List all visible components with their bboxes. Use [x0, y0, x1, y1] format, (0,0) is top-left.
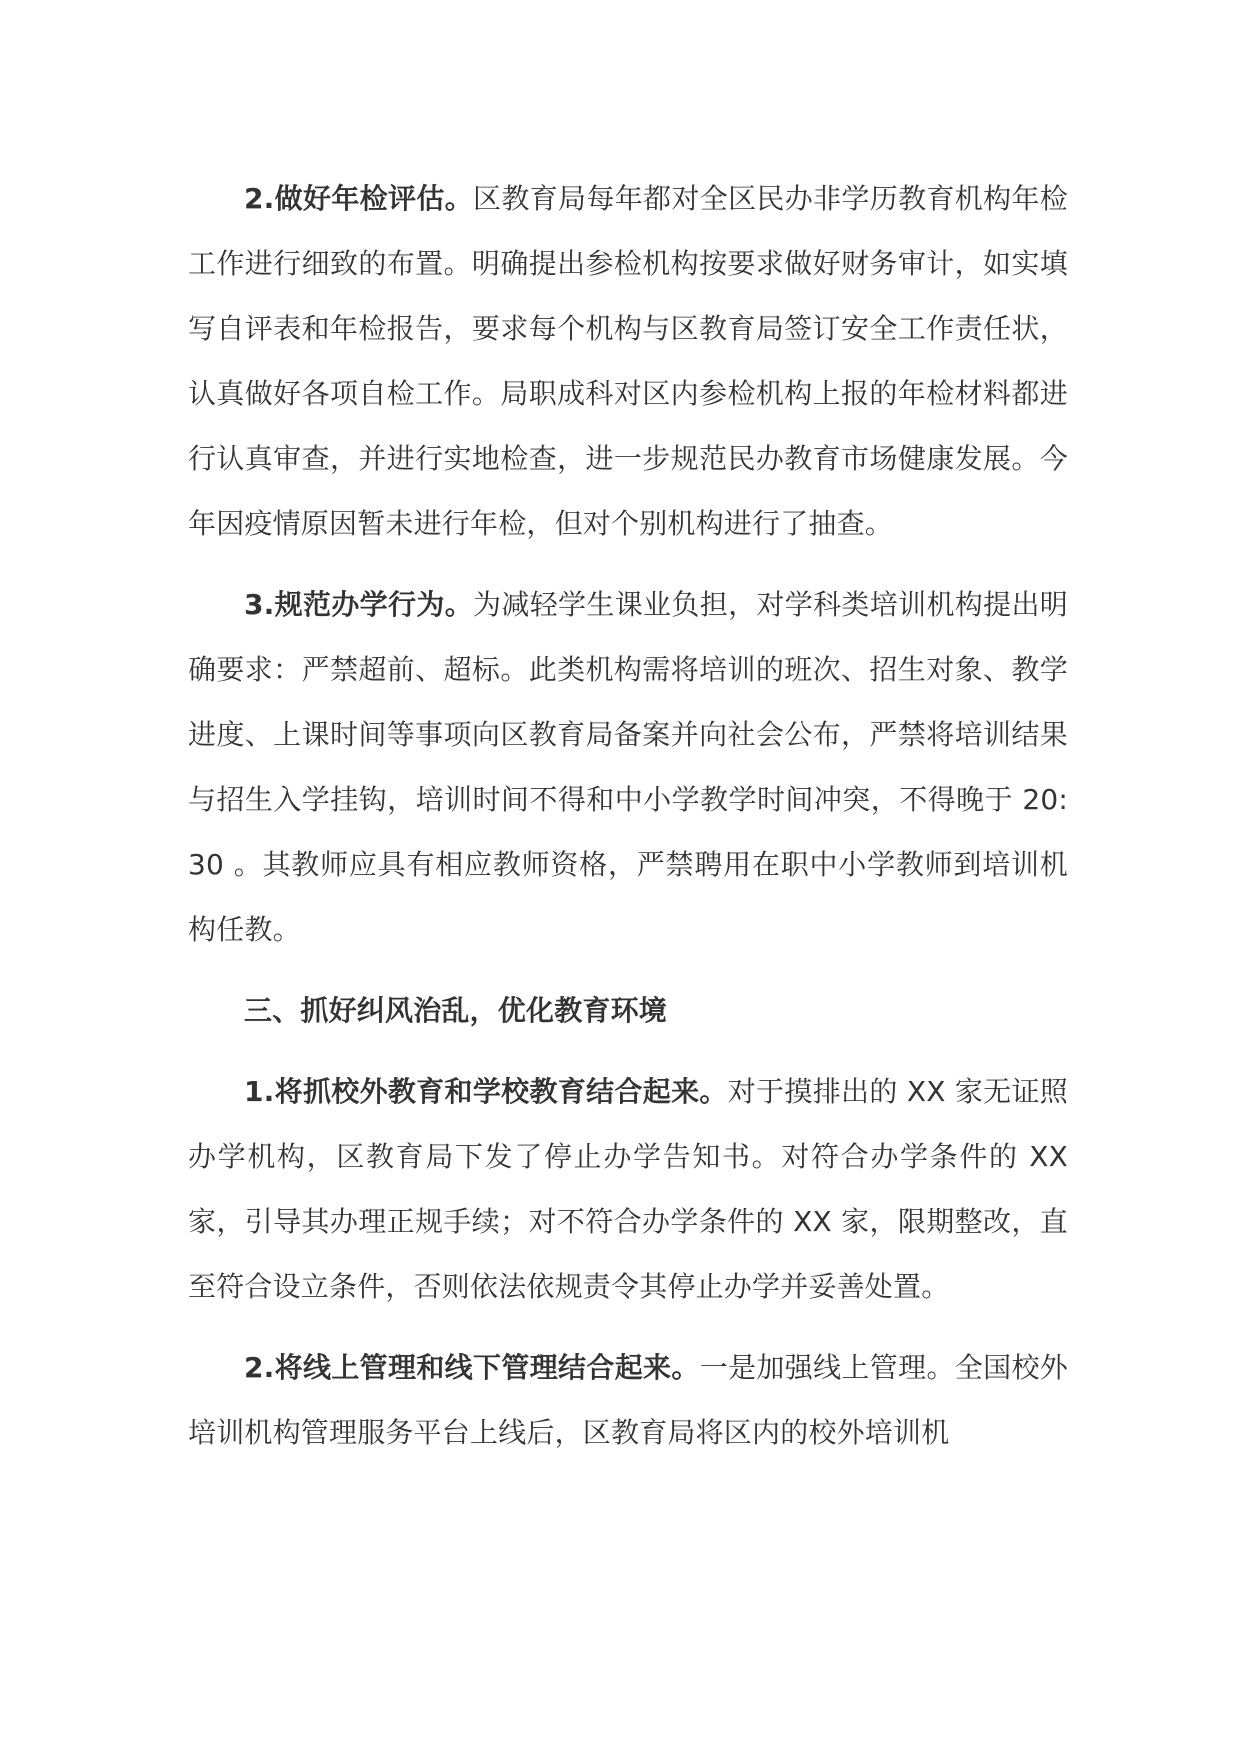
paragraph-lead: 3.规范办学行为。: [244, 588, 474, 621]
paragraph-combine-education: [188, 1059, 1068, 1319]
paragraph-lead: 1.将抓校外教育和学校教育结合起来。: [244, 1075, 728, 1108]
paragraph-text: 区教育局每年都对全区民办非学历教育机构年检工作进行细致的布置。明确提出参检机构按要求做好财务审计，如实填写自评表和年检报告，要求每个机构与区教育局签订安全工作责任状，认真做好各项自检工作。局职成科对区内参检机构上报的年检材料都进行认真审查，并进行实地检查，进一步规范民办教育市场健康发展。今年因疫情原因暂未进行年检，但对个别机构进行了抽查。: [188, 182, 1069, 540]
paragraph-online-offline: [188, 1335, 1068, 1465]
paragraph-lead: 2.做好年检评估。: [244, 182, 474, 215]
paragraph-text: 为减轻学生课业负担，对学科类培训机构提出明确要求：严禁超前、超标。此类机构需将培训的班次、招生对象、教学进度、上课时间等事项向区教育局备案并向社会公布，严禁将培训结果与招生入学挂钩，培训时间不得和中小学教学时间冲突，不得晚于 20:30 。其教师应具有相应教师资格，严禁聘用在职中小学教师到培训机构任教。: [188, 588, 1069, 946]
paragraph-text: 一是加强线上管理。全国校外培训机构管理服务平台上线后，区教育局将区内的校外培训机: [188, 1351, 1068, 1449]
document-body: [188, 166, 1068, 1481]
paragraph-lead: 2.将线上管理和线下管理结合起来。: [244, 1351, 700, 1384]
paragraph-text: 对于摸排出的 XX 家无证照办学机构，区教育局下发了停止办学告知书。对符合办学条件的 XX 家，引导其办理正规手续；对不符合办学条件的 XX 家，限期整改，直至符合设立条件，否则依法依规责令其停止办学并妥善处置。: [188, 1075, 1068, 1303]
paragraph-regulate-conduct: [188, 572, 1068, 962]
section-heading: 三、抓好纠风治乱，优化教育环境: [244, 994, 668, 1027]
paragraph-annual-inspection: [188, 166, 1068, 556]
